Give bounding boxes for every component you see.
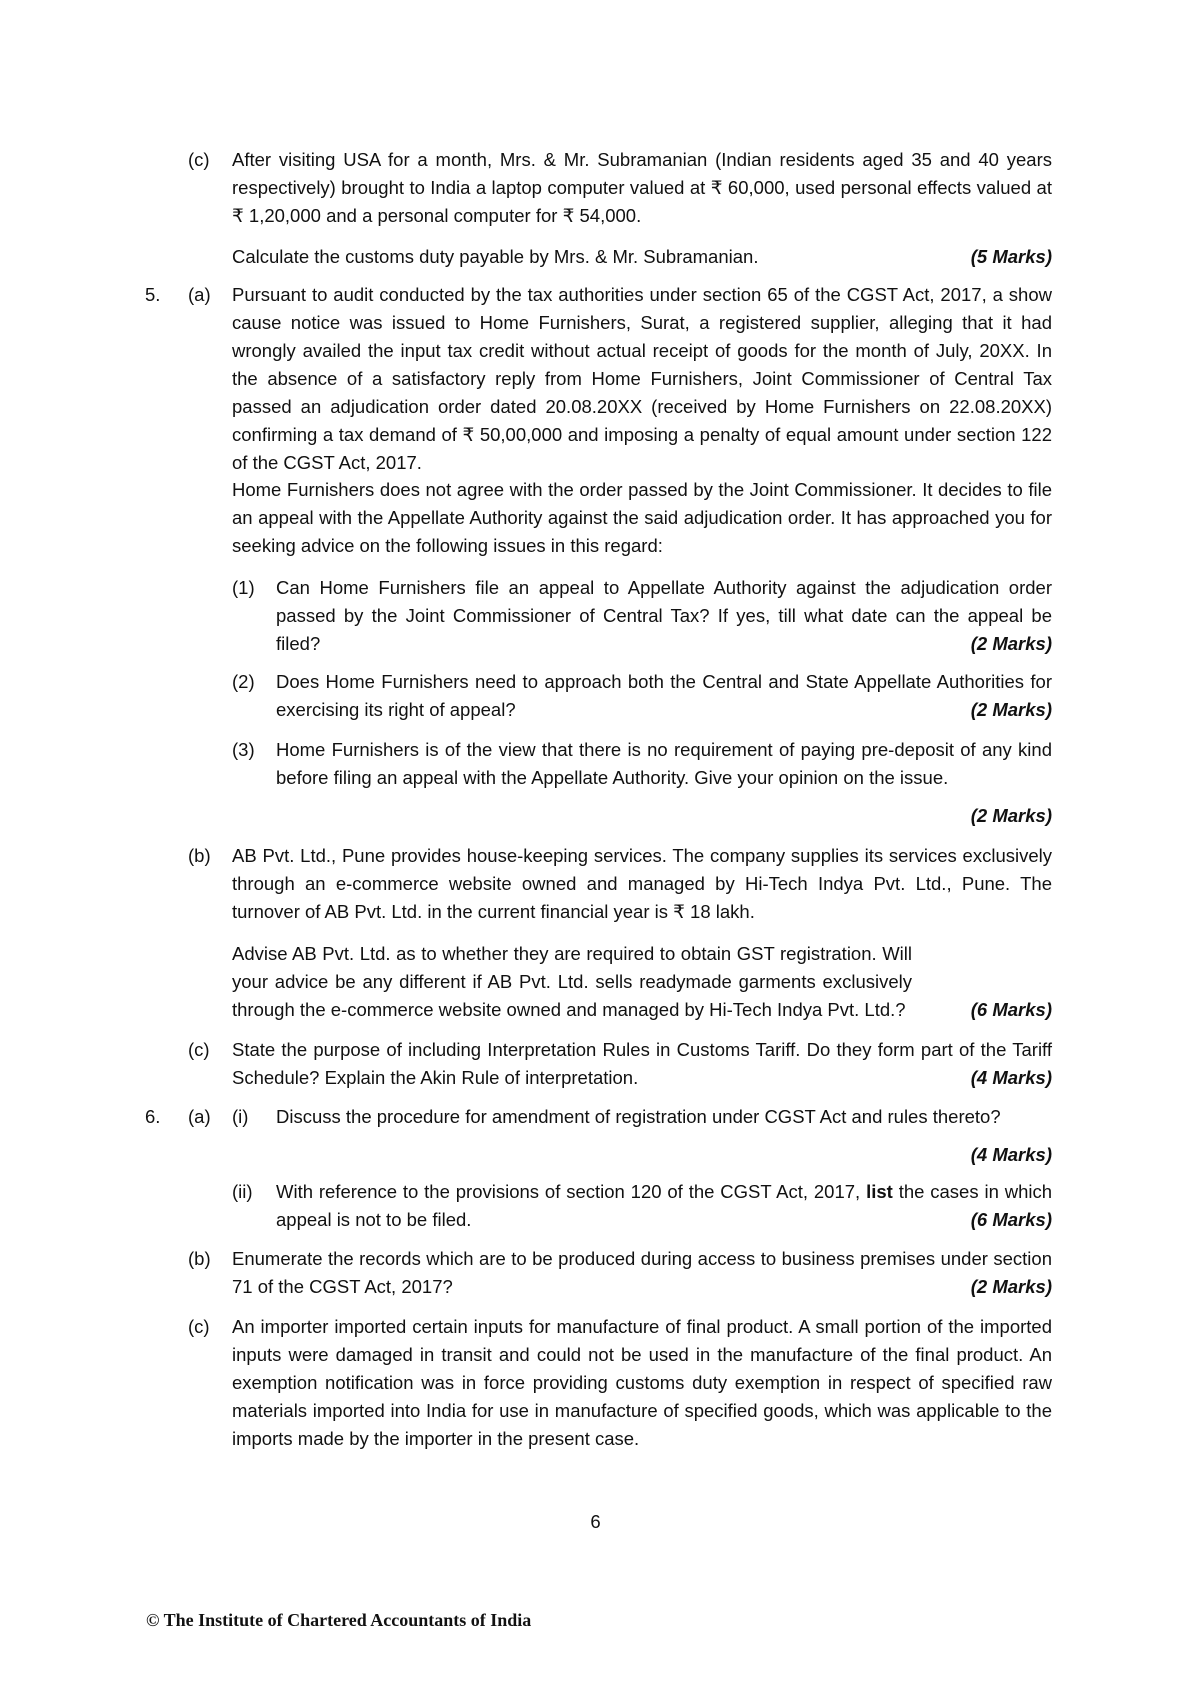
q5a-label: (a) (188, 284, 211, 305)
q5b-text2: Advise AB Pvt. Ltd. as to whether they are required to obtain GST registration. Will your advice be any different if AB Pvt. Ltd. sells readymade garments exclusively through the e-commerce website owned and managed by Hi-Tech Indya Pvt. Ltd.? (232, 943, 912, 1020)
q5-number: 5. (145, 284, 161, 305)
page-number: 6 (590, 1511, 601, 1532)
q6a-ii-label: (ii) (232, 1181, 253, 1202)
footer-copyright: © The Institute of Chartered Accountants of India (146, 1610, 532, 1630)
q5a-item3-text: Home Furnishers is of the view that there is no requirement of paying pre-deposit of any kind before filing an appeal with the Appellate Authority. Give your opinion on the issue. (276, 739, 1052, 788)
q6a-ii-text-bold: list (866, 1181, 893, 1202)
q6a-i-label: (i) (232, 1106, 249, 1127)
q4c-instruction: Calculate the customs duty payable by Mrs. & Mr. Subramanian. (232, 246, 759, 267)
q5a-item1-label: (1) (232, 577, 255, 598)
q6b-label: (b) (188, 1248, 211, 1269)
q5a-item2-label: (2) (232, 671, 255, 692)
q5a-item1-marks: (2 Marks) (970, 633, 1052, 654)
q5b-label: (b) (188, 845, 211, 866)
q6c-text: An importer imported certain inputs for manufacture of final product. A small portion of the imported inputs were damaged in transit and could not be used in the manufacture of the final product. An exemption notification was in force providing customs duty exemption in respect of specified raw materials imported into India for use in manufacture of specified goods, which was applicable to the imports made by the importer in the present case. (232, 1316, 1052, 1449)
q5a-item1-text: Can Home Furnishers file an appeal to Appellate Authority against the adjudication order passed by the Joint Commissioner of Central Tax? If yes, till what date can the appeal be filed? (276, 577, 1052, 654)
q4c-text: After visiting USA for a month, Mrs. & Mr. Subramanian (Indian residents aged 35 and 40 years respectively) brought to India a laptop computer valued at ₹ 60,000, used personal effects valued at ₹ 1,20,000 and a personal computer for ₹ 54,000. (232, 149, 1052, 226)
q5b-marks: (6 Marks) (970, 999, 1052, 1020)
q5a-item2-marks: (2 Marks) (970, 699, 1052, 720)
q6a-ii-text-after: the cases in which appeal is not to be filed. (276, 1181, 1053, 1230)
q6a-i-marks: (4 Marks) (970, 1144, 1052, 1165)
q6b-text: Enumerate the records which are to be produced during access to business premises under section 71 of the CGST Act, 2017? (232, 1248, 1052, 1297)
q6a-i-text: Discuss the procedure for amendment of registration under CGST Act and rules thereto? (276, 1106, 1001, 1127)
q5a-item3-marks: (2 Marks) (970, 805, 1052, 826)
q6a-label: (a) (188, 1106, 211, 1127)
q5a-text: Pursuant to audit conducted by the tax authorities under section 65 of the CGST Act, 2017, a show cause notice was issued to Home Furnishers, Surat, a registered supplier, alleging that it had wrongly availed the input tax credit without actual receipt of goods for the month of July, 20XX. In the absence of a satisfactory reply from Home Furnishers, Joint Commissioner of Central Tax passed an adjudication order dated 20.08.20XX (received by Home Furnishers on 22.08.20XX) confirming a tax demand of ₹ 50,00,000 and imposing a penalty of equal amount under section 122 of the CGST Act, 2017. (232, 284, 1052, 473)
q5b-text: AB Pvt. Ltd., Pune provides house-keeping services. The company supplies its services exclusively through an e-commerce website owned and managed by Hi-Tech Indya Pvt. Ltd., Pune. The turnover of AB Pvt. Ltd. in the current financial year is ₹ 18 lakh. (232, 845, 1052, 922)
q5c-marks: (4 Marks) (970, 1067, 1052, 1088)
q5a-item3-label: (3) (232, 739, 255, 760)
q6-number: 6. (145, 1106, 161, 1127)
q5c-label: (c) (188, 1039, 210, 1060)
q6b-marks: (2 Marks) (970, 1276, 1052, 1297)
q6a-ii-text-before: With reference to the provisions of section 120 of the CGST Act, 2017, (276, 1181, 861, 1202)
q5a-item2-text: Does Home Furnishers need to approach both the Central and State Appellate Authorities for exercising its right of appeal? (276, 671, 1052, 720)
q6a-ii-marks: (6 Marks) (970, 1209, 1052, 1230)
q4c-label: (c) (188, 149, 210, 170)
q4c-marks: (5 Marks) (970, 246, 1052, 267)
q5a-text2: Home Furnishers does not agree with the order passed by the Joint Commissioner. It decides to file an appeal with the Appellate Authority against the said adjudication order. It has approached you for seeking advice on the following issues in this regard: (232, 479, 1052, 556)
q5c-text: State the purpose of including Interpretation Rules in Customs Tariff. Do they form part of the Tariff Schedule? Explain the Akin Rule of interpretation. (232, 1039, 1052, 1088)
q6c-label: (c) (188, 1316, 210, 1337)
